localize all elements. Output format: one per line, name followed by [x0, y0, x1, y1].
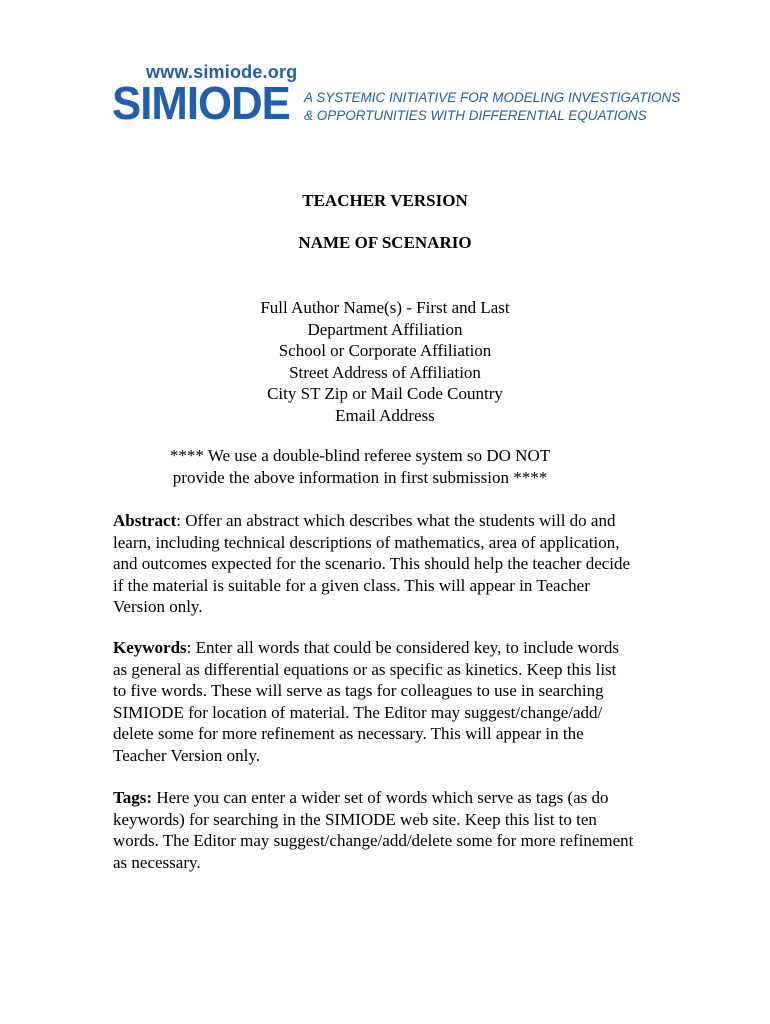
- notice-line-1: **** We use a double-blind referee system so DO NOT: [169, 446, 551, 465]
- tagline-line-2: & OPPORTUNITIES WITH DIFFERENTIAL EQUATIONS: [304, 108, 647, 123]
- scenario-title: NAME OF SCENARIO: [298, 233, 472, 252]
- department: Department Affiliation: [307, 319, 463, 339]
- abstract-line-1: [113, 510, 673, 532]
- version-title: TEACHER VERSION: [302, 191, 468, 210]
- brand-logo: SIMIODE: [112, 77, 290, 129]
- keywords-section: [113, 637, 673, 766]
- tags-line-4: as necessary.: [113, 852, 201, 872]
- street-address: Street Address of Affiliation: [289, 362, 481, 382]
- keywords-text: : Enter all words that could be considered key, to include words: [186, 638, 619, 657]
- abstract-line-3: and outcomes expected for the scenario. This should help the teacher decide: [113, 554, 631, 573]
- author-info: [0, 297, 770, 426]
- tagline-line-1: A SYSTEMIC INITIATIVE FOR MODELING INVESTIGATIONS: [304, 90, 681, 105]
- abstract-line-5: Version only.: [113, 597, 203, 616]
- tags-section: [113, 787, 673, 873]
- tagline: [304, 89, 680, 125]
- keywords-line-4: SIMIODE for location of material. The Editor may suggest/change/add/: [113, 702, 603, 722]
- simiode-header: [112, 62, 681, 132]
- keywords-line-3: to five words. These will serve as tags for colleagues to use in searching: [113, 681, 604, 700]
- keywords-line-2: as general as differential equations or as specific as kinetics. Keep this list: [113, 659, 617, 679]
- abstract-section: [113, 510, 673, 618]
- abstract-line-2: learn, including technical descriptions of mathematics, area of application,: [113, 532, 620, 552]
- blind-review-notice: [0, 445, 720, 489]
- abstract-text: : Offer an abstract which describes what the students will do and: [176, 511, 616, 530]
- abstract-line-4: if the material is suitable for a given class. This will appear in Teacher: [113, 575, 590, 595]
- tags-text: Here you can enter a wider set of words which serve as tags (as do: [152, 788, 609, 807]
- email-address: Email Address: [335, 405, 435, 425]
- abstract-label: Abstract: [113, 511, 177, 530]
- notice-line-2: provide the above information in first submission ****: [172, 468, 548, 487]
- keywords-line-6: Teacher Version only.: [113, 745, 261, 765]
- tags-line-1: [113, 787, 673, 809]
- tags-line-2: keywords) for searching in the SIMIODE web site. Keep this list to ten: [113, 809, 597, 829]
- author-names: Full Author Name(s) - First and Last: [260, 298, 510, 317]
- city-line: City ST Zip or Mail Code Country: [267, 384, 503, 403]
- school: School or Corporate Affiliation: [278, 341, 492, 360]
- site-url[interactable]: www.simiode.org: [146, 62, 298, 82]
- tags-line-3: words. The Editor may suggest/change/add/delete some for more refinement: [113, 831, 634, 850]
- tags-label: Tags:: [113, 788, 153, 807]
- keywords-line-5: delete some for more refinement as necessary. This will appear in the: [113, 724, 584, 743]
- keywords-label: Keywords: [113, 638, 187, 657]
- keywords-line-1: [113, 637, 673, 659]
